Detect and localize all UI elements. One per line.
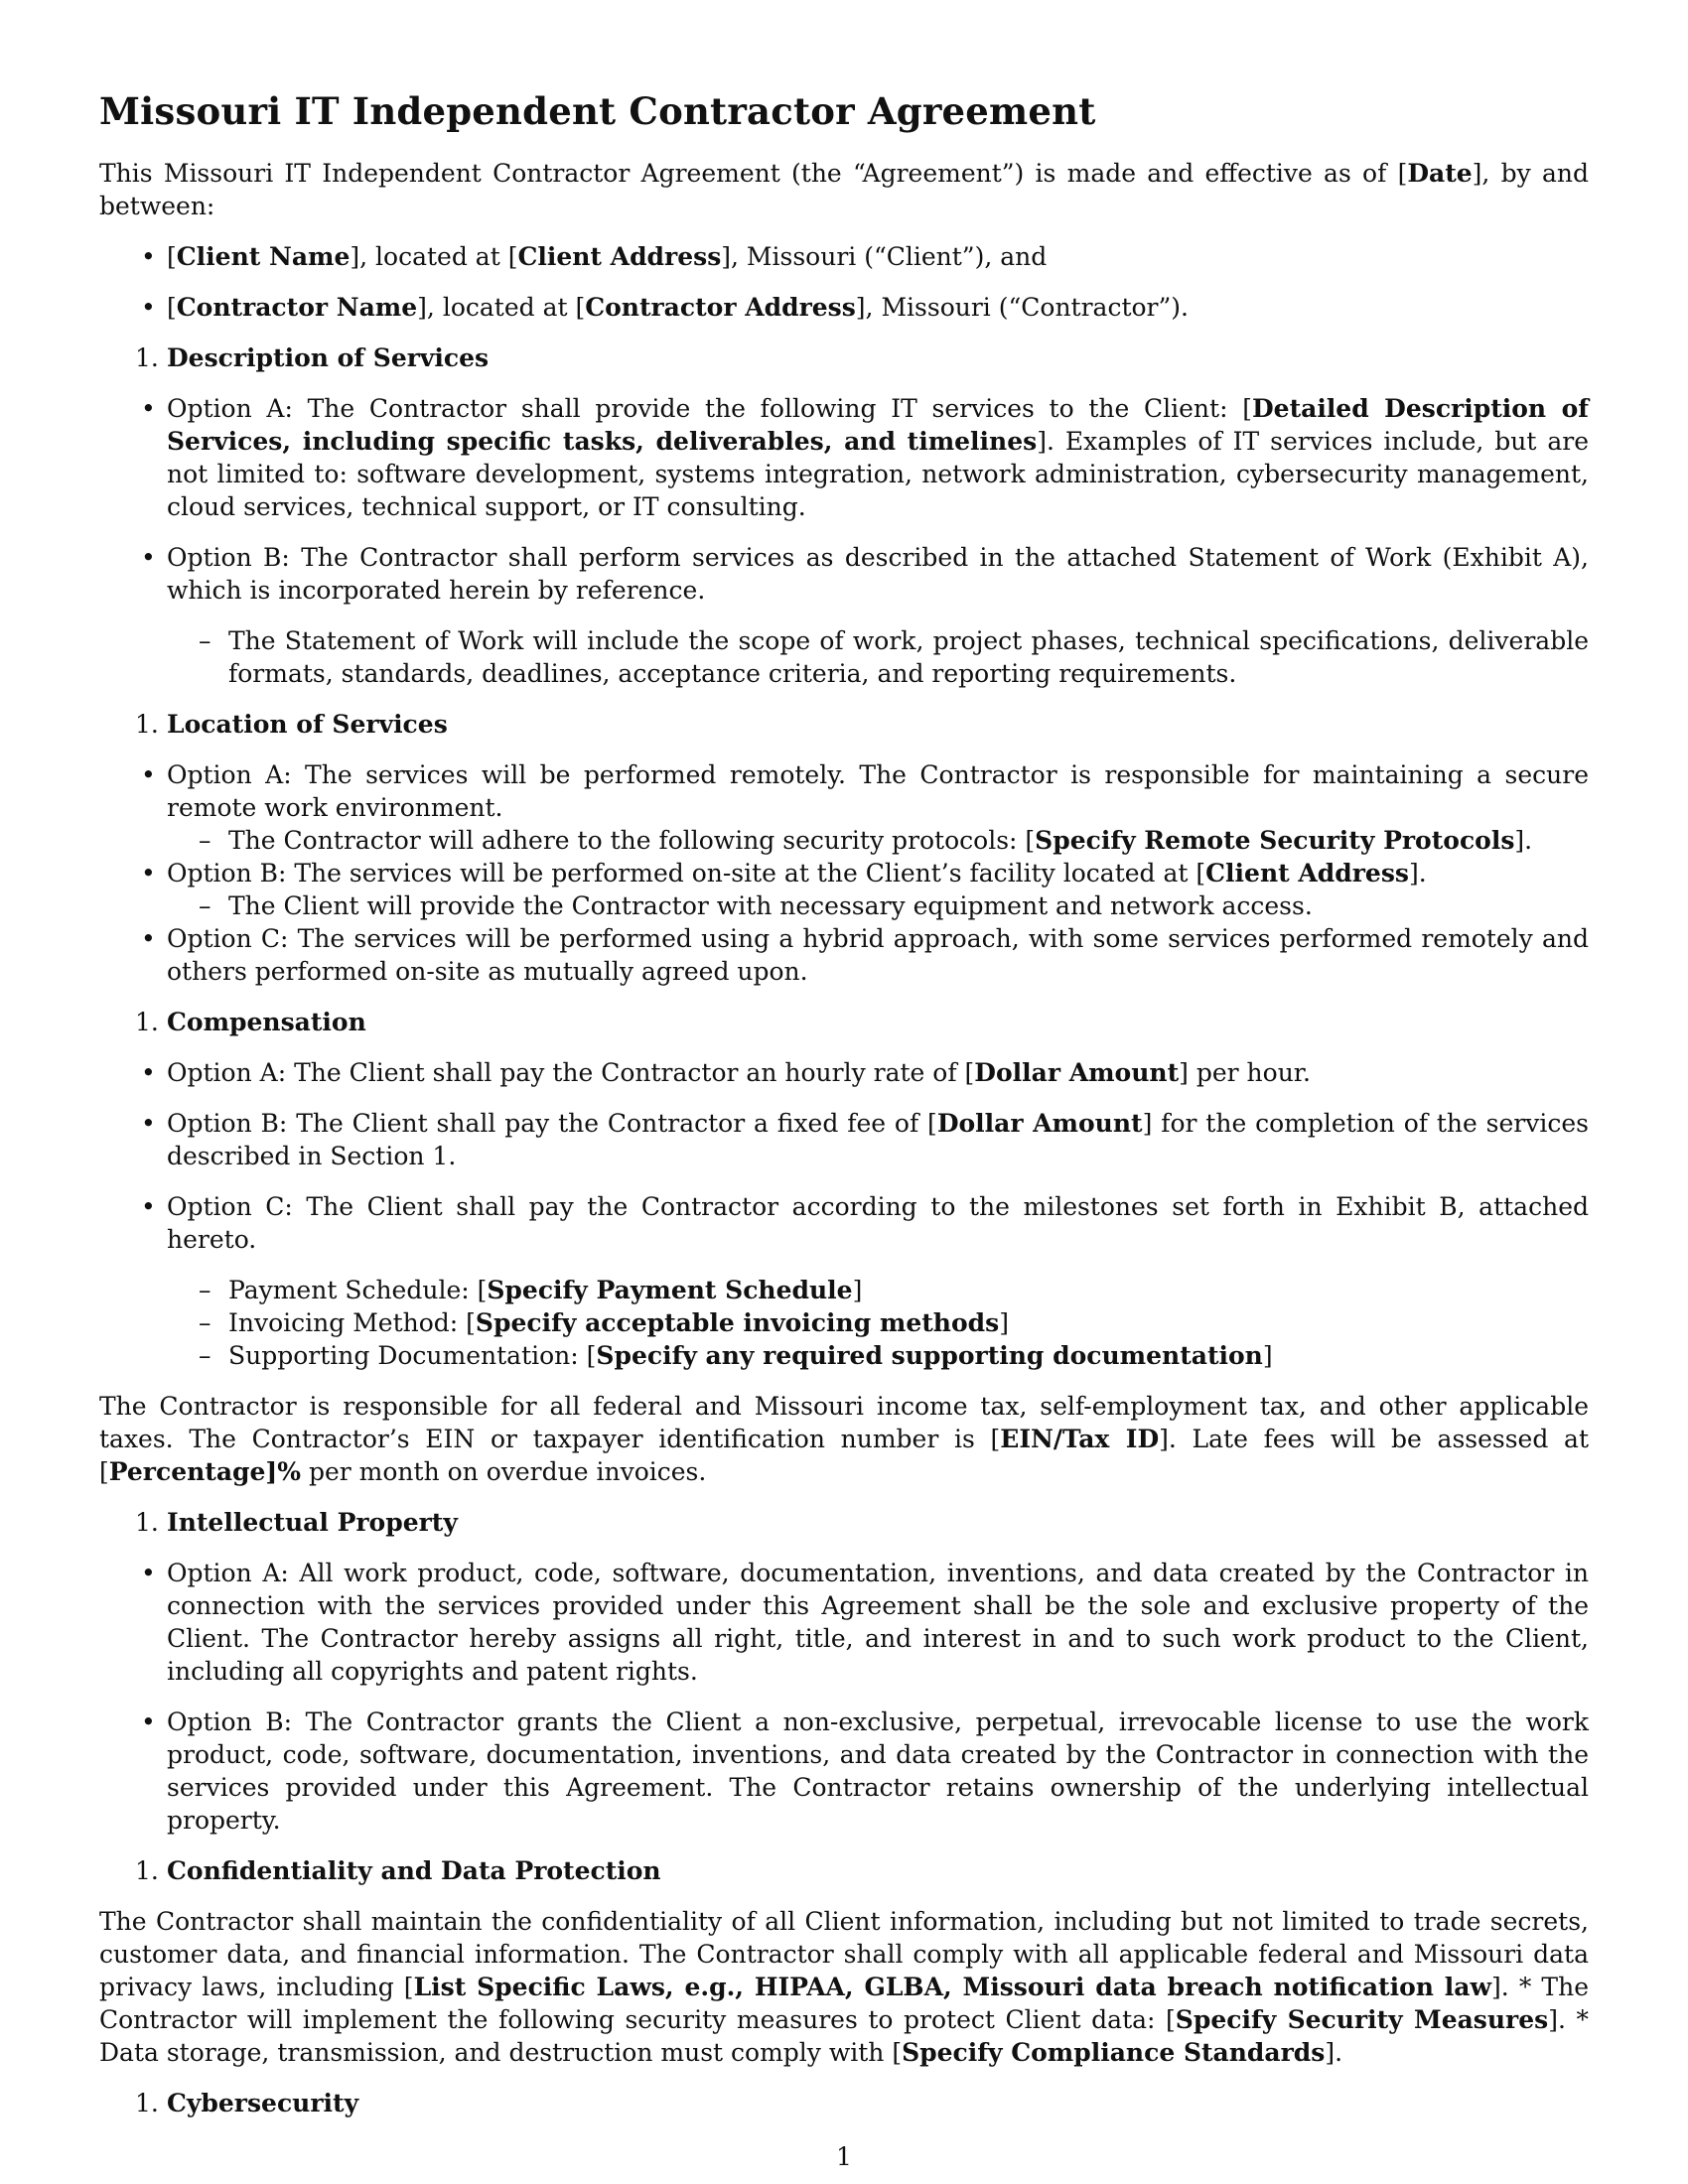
client-name-placeholder: Client Name [176, 242, 351, 271]
payment-schedule-placeholder: Specify Payment Schedule [487, 1276, 853, 1304]
services-options [99, 392, 1589, 607]
conf-text: ]. * The Contractor will implement the following security measures to protect Client data: [ [99, 1973, 1590, 2034]
confidentiality-paragraph [99, 1905, 1589, 2069]
compensation-option-b [167, 1107, 1589, 1172]
services-option-b [167, 541, 1589, 607]
security-protocols-placeholder: Specify Remote Security Protocols [1035, 826, 1515, 855]
section-title: Confidentiality and Data Protection [167, 1856, 661, 1885]
parties-list [99, 240, 1589, 324]
sub-text: The Contractor will adhere to the following security protocols: [ [228, 826, 1036, 855]
sub-end: ] [1262, 1341, 1273, 1370]
section-heading-cybersecurity [99, 2087, 1589, 2119]
option-text: Option B: The services will be performed on-site at the Client’s facility located at [ [167, 859, 1206, 887]
security-measures-placeholder: Specify Security Measures [1175, 2005, 1549, 2034]
supporting-docs-placeholder: Specify any required supporting documentation [596, 1341, 1263, 1370]
section-number: 1. [135, 1008, 159, 1036]
ip-options [99, 1557, 1589, 1837]
location-option-c: • Option C: The services will be performed using a hybrid approach, with some services performed remotely and others performed on-site as mutually agreed upon. [167, 922, 1589, 988]
party-text: ], Missouri (“Contractor”). [855, 293, 1189, 322]
tax-text: per month on overdue invoices. [301, 1457, 707, 1486]
intro-text-end: ], by and between: [99, 159, 1589, 220]
option-text: Option A: The Contractor shall provide the following IT services to the Client: [ [167, 394, 1252, 423]
party-client: • [Client Name], located at [Client Address], Missouri (“Client”), and [167, 240, 1589, 273]
sub-label: Payment Schedule: [ [228, 1276, 488, 1304]
section-heading-ip [99, 1506, 1589, 1539]
hourly-rate-placeholder: Dollar Amount [974, 1058, 1180, 1087]
invoicing-method-item [228, 1306, 1589, 1339]
option-text: ]. Examples of IT services include, but are not limited to: software development, systems integration, network administration, cybersecurity management, cloud services, technical support, or IT consulting. [167, 427, 1590, 521]
location-b-sub-item: – The Client will provide the Contractor with necessary equipment and network access. [228, 889, 1589, 922]
section-number: 1. [135, 1508, 159, 1537]
section-heading-confidentiality [99, 1854, 1589, 1887]
section-number: 1. [135, 710, 159, 739]
contractor-address-placeholder: Contractor Address [585, 293, 856, 322]
conf-text: ]. [1325, 2038, 1343, 2067]
compensation-option-c: • Option C: The Client shall pay the Contractor according to the milestones set forth in Exhibit B, attached hereto. [167, 1190, 1589, 1256]
section-number: 1. [135, 343, 159, 372]
ein-placeholder: EIN/Tax ID [1000, 1425, 1160, 1453]
location-options [99, 758, 1589, 988]
payment-schedule-item [228, 1274, 1589, 1306]
intro-paragraph [99, 157, 1589, 222]
section-title: Compensation [167, 1008, 366, 1036]
sub-text: ]. [1514, 826, 1533, 855]
conf-text: The Contractor shall maintain the confidentiality of all Client information, including but not limited to trade secrets, customer data, and financial information. The Contractor shall comply with all applicable federal and Missouri data privacy laws, including [ [99, 1907, 1589, 2001]
location-option-a [167, 758, 1589, 857]
option-text: ] for the completion of the services described in Section 1. [167, 1109, 1589, 1170]
section-number: 1. [135, 1856, 159, 1885]
sub-end: ] [852, 1276, 863, 1304]
option-text: Option A: The Client shall pay the Contractor an hourly rate of [ [167, 1058, 975, 1087]
option-text: Option A: The services will be performed remotely. The Contractor is responsible for maintaining a secure remote work environment. [167, 760, 1589, 822]
invoicing-method-placeholder: Specify acceptable invoicing methods [475, 1308, 1000, 1337]
ip-option-a: • Option A: All work product, code, software, documentation, inventions, and data created by the Contractor in connection with the services provided under this Agreement shall be the sole and exclusive property of the Client. The Contractor hereby assigns all right, title, and interest in and to such work product to the Client, including all copyrights and patent rights. [167, 1557, 1589, 1688]
fixed-fee-placeholder: Dollar Amount [936, 1109, 1143, 1138]
location-option-b [167, 857, 1589, 922]
document-title: Missouri IT Independent Contractor Agreement [99, 89, 1096, 133]
compensation-sub-list [99, 1274, 1589, 1372]
option-text: Option B: The Contractor shall perform services as described in the attached Statement of Work (Exhibit A), which is incorporated herein by reference. [167, 543, 1589, 605]
tax-text: ]. Late fees will be assessed at [ [99, 1425, 1589, 1486]
option-text: Option B: The Client shall pay the Contractor a fixed fee of [ [167, 1109, 937, 1138]
section-title: Intellectual Property [167, 1508, 458, 1537]
client-address-placeholder: Client Address [517, 242, 722, 271]
party-text: ], Missouri (“Client”), and [721, 242, 1048, 271]
location-b-sub-list [167, 889, 1589, 922]
section-title: Description of Services [167, 343, 490, 372]
party-contractor: • [Contractor Name], located at [Contractor Address], Missouri (“Contractor”). [167, 291, 1589, 324]
section-heading-compensation [99, 1006, 1589, 1038]
intro-text: This Missouri IT Independent Contractor Agreement (the “Agreement”) is made and effective as of [ [99, 159, 1408, 188]
conf-text: ]. * Data storage, transmission, and destruction must comply with [ [99, 2005, 1589, 2067]
percentage-placeholder: Percentage [108, 1457, 266, 1486]
section-title: Location of Services [167, 710, 448, 739]
compliance-standards-placeholder: Specify Compliance Standards [902, 2038, 1326, 2067]
client-address-placeholder: Client Address [1205, 859, 1409, 887]
sub-end: ] [999, 1308, 1009, 1337]
services-option-a [167, 392, 1589, 523]
location-a-sub-list [167, 824, 1589, 857]
document-page [99, 79, 1589, 2137]
tax-paragraph [99, 1390, 1589, 1488]
percent-sign: ]% [265, 1457, 302, 1486]
section-heading-services [99, 341, 1589, 374]
laws-placeholder: List Specific Laws, e.g., HIPAA, GLBA, Missouri data breach notification law [413, 1973, 1492, 2001]
services-description-placeholder: Detailed Description of Services, including specific tasks, deliverables, and timelines [167, 394, 1590, 456]
party-text: ], located at [ [350, 242, 518, 271]
compensation-options [99, 1056, 1589, 1256]
location-a-sub-item [228, 824, 1589, 857]
section-heading-location [99, 708, 1589, 741]
option-text: ] per hour. [1179, 1058, 1311, 1087]
compensation-option-a [167, 1056, 1589, 1089]
services-sub-list [99, 624, 1589, 690]
ip-option-b: • Option B: The Contractor grants the Client a non-exclusive, perpetual, irrevocable license to use the work product, code, software, documentation, inventions, and data created by the Contractor in connection with the services provided under this Agreement. The Contractor retains ownership of the underlying intellectual property. [167, 1706, 1589, 1837]
supporting-docs-item [228, 1339, 1589, 1372]
sub-label: Supporting Documentation: [ [228, 1341, 597, 1370]
section-number: 1. [135, 2089, 159, 2117]
sub-label: Invoicing Method: [ [228, 1308, 476, 1337]
contractor-name-placeholder: Contractor Name [176, 293, 418, 322]
tax-text: The Contractor is responsible for all federal and Missouri income tax, self-employment tax, and other applicable taxes. The Contractor’s EIN or taxpayer identification number is [ [99, 1392, 1589, 1453]
option-text: ]. [1408, 859, 1427, 887]
services-sub-item: – The Statement of Work will include the scope of work, project phases, technical specifications, deliverable formats, standards, deadlines, acceptance criteria, and reporting requirements. [228, 624, 1589, 690]
party-text: ], located at [ [417, 293, 586, 322]
section-title: Cybersecurity [167, 2089, 359, 2117]
page-number: 1 [836, 2142, 852, 2171]
date-placeholder: Date [1407, 159, 1473, 188]
